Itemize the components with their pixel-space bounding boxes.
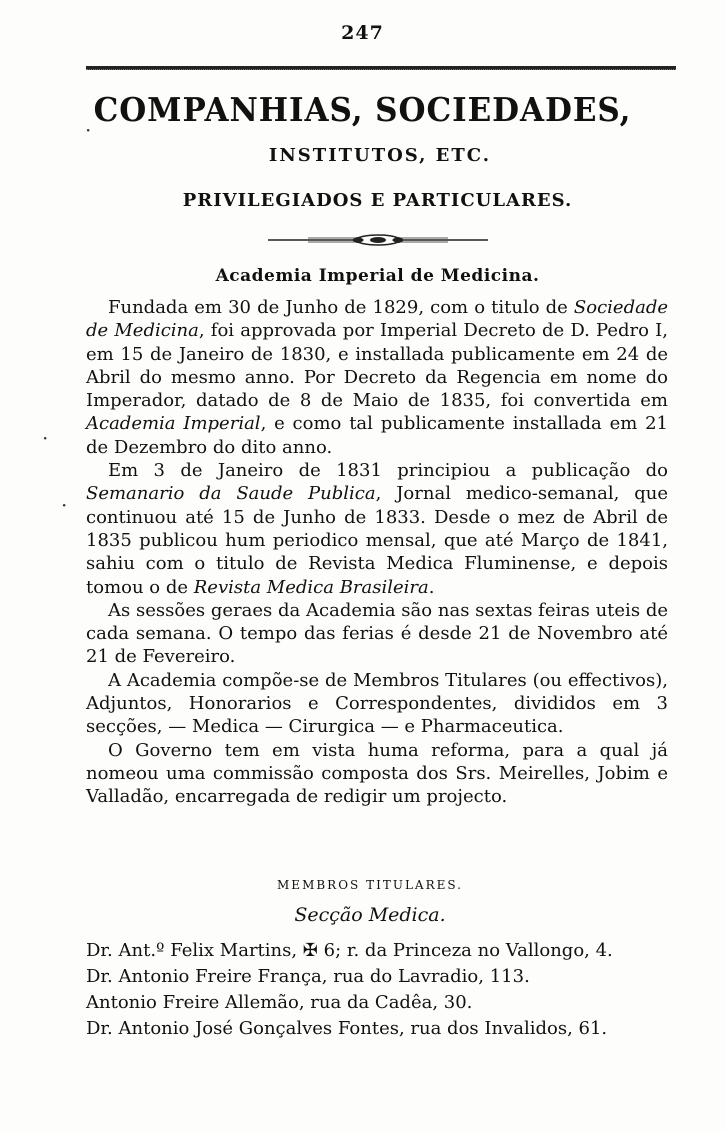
section-title: Academia Imperial de Medicina.: [215, 266, 540, 286]
italic-title: Academia Imperial: [86, 413, 261, 435]
text-run: As sessões geraes da Academia são nas sextas feiras uteis de cada semana. O tempo das ferias é desde 21 de Novembro até 21 de Fevereiro.: [86, 599, 668, 668]
sub-heading: INSTITUTOS, ETC.: [268, 145, 492, 166]
italic-title: Sociedade de Medicina: [86, 297, 668, 342]
text-run: Em 3 de Janeiro de 1831 principiou a publicação do: [108, 460, 668, 482]
text-run: , Jornal medico-semanal, que continuou até 15 de Junho de 1833. Desde o mez de Abril de 1835 publicou hum periodico mensal, que até Março de 1841, sahiu com o titulo de Revista Medica Fluminense, e depois tomou o de: [86, 483, 668, 598]
italic-title: Revista Medica Brasileira: [193, 576, 429, 598]
text-run: , e como tal publicamente installada em 21 de Dezembro do dito anno.: [86, 413, 669, 458]
paragraph: [86, 296, 668, 459]
italic-title: Semanario da Saude Publica: [86, 483, 376, 505]
text-run: O Governo tem em vista huma reforma, para a qual já nomeou uma commissão composta dos Srs. Meirelles, Jobim e Valladão, encarregada de redigir um projecto.: [86, 739, 668, 808]
text-run: , foi approvada por Imperial Decreto de D. Pedro I, em 15 de Janeiro de 1830, e installada publicamente em 24 de Abril do mesmo anno. Por Decreto da Regencia em nome do Imperador, datado de 8 de Maio de 1835, foi convertida em: [86, 320, 668, 412]
header-rule: [86, 66, 676, 70]
section-subheading: Secção Medica.: [294, 904, 446, 926]
main-heading: COMPANHIAS, SOCIEDADES,: [93, 90, 632, 129]
member-entry: Dr. Antonio José Gonçalves Fontes, rua dos Invalidos, 61.: [86, 1018, 608, 1039]
margin-dot: ·: [61, 493, 68, 517]
text-run: Fundada em 30 de Junho de 1829, com o titulo de: [108, 297, 574, 318]
members-heading: MEMBROS TITULARES.: [277, 878, 463, 892]
paragraph: [86, 669, 668, 739]
member-entry: Dr. Ant.º Felix Martins, ✠ 6; r. da Princeza no Vallongo, 4.: [86, 940, 613, 961]
member-entry: Antonio Freire Allemão, rua da Cadêa, 30.: [86, 992, 473, 1013]
paragraph: [86, 739, 668, 809]
paragraph: [86, 599, 668, 669]
text-run: A Academia compõe-se de Membros Titulares (ou effectivos), Adjuntos, Honorarios e Correspondentes, divididos em 3 secções, — Medica — Cirurgica — e Pharmaceutica.: [86, 669, 668, 738]
member-entry: Dr. Antonio Freire França, rua do Lavradio, 113.: [86, 966, 530, 987]
ornament-divider: [268, 234, 488, 246]
body-text: [86, 296, 668, 809]
text-run: .: [428, 576, 435, 598]
members-list: [86, 938, 676, 1042]
margin-dot: ·: [42, 426, 49, 450]
third-heading: PRIVILEGIADOS E PARTICULARES.: [182, 190, 573, 211]
page-number: 247: [341, 22, 384, 44]
paragraph: [86, 459, 668, 599]
margin-dot: ·: [85, 118, 92, 142]
